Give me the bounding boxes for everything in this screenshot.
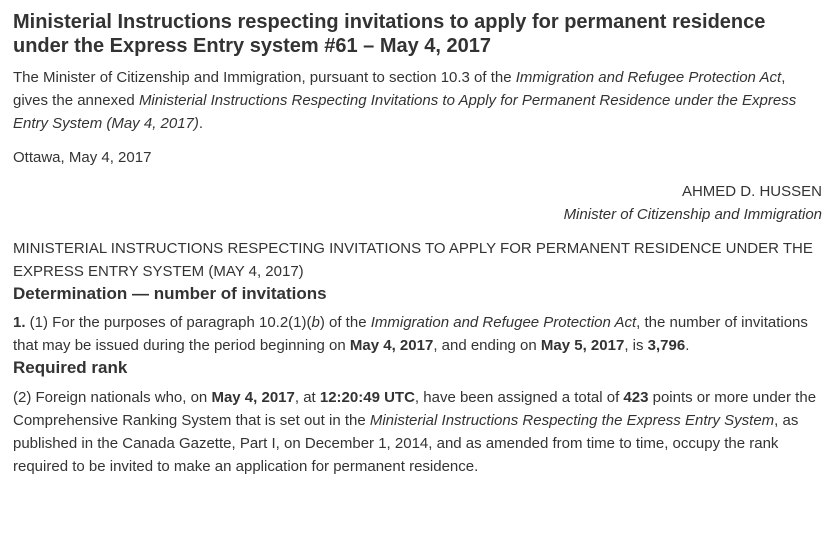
instructions-name: Ministerial Instructions Respecting Invitations to Apply for Permanent Residence under the Express Entry System (May 4, 2017) — [13, 92, 797, 132]
place-date: Ottawa, May 4, 2017 — [13, 149, 152, 166]
required-rank-heading: Required rank — [13, 358, 128, 377]
invitation-count: 3,796 — [647, 337, 686, 354]
act-name: Immigration and Refugee Protection Act — [515, 69, 782, 86]
instructions-name: Ministerial Instructions Respecting the Express Entry System — [369, 412, 775, 429]
act-name: Immigration and Refugee Protection Act — [370, 314, 637, 331]
page-title: Ministerial Instructions respecting invitations to apply for permanent residence under the Express Entry system #61 – May 4, 2017 — [13, 11, 766, 57]
start-date: May 4, 2017 — [349, 337, 434, 354]
signatory-name: AHMED D. HUSSEN — [681, 183, 822, 200]
draw-date: May 4, 2017 — [211, 389, 295, 406]
draw-time: 12:20:49 UTC — [319, 389, 415, 406]
section-number: 1. — [13, 314, 26, 331]
determination-paragraph: 1. (1) For the purposes of paragraph 10.2(1)(b) of the Immigration and Refugee Protection Act, the number of invitations that may be issued during the period beginning on May 4, 2017, and ending on May 5, 2017, is 3,796. — [13, 314, 808, 354]
intro-text-2: , gives the annexed — [13, 69, 786, 109]
signature-block — [13, 180, 822, 226]
determination-heading: Determination — number of invitations — [13, 284, 327, 303]
end-date: May 5, 2017 — [540, 337, 625, 354]
intro-text-3: . — [198, 115, 204, 132]
required-rank-paragraph: (2) Foreign nationals who, on May 4, 2017, at 12:20:49 UTC, have been assigned a total of 423 points or more under the Comprehensive Ranking System that is set out in the Ministerial Instructions Respecting the Express Entry System, as published in the Canada Gazette, Part I, on December 1, 2014, and as amended from time to time, occupy the rank required to be invited to make an application for permanent residence. — [13, 389, 817, 475]
instructions-title: MINISTERIAL INSTRUCTIONS RESPECTING INVITATIONS TO APPLY FOR PERMANENT RESIDENCE UNDER THE EXPRESS ENTRY SYSTEM (MAY 4, 2017) — [13, 240, 813, 280]
intro-text-1: The Minister of Citizenship and Immigration, pursuant to section 10.3 of the — [13, 69, 516, 86]
points-cutoff: 423 — [623, 389, 649, 406]
signatory-role: Minister of Citizenship and Immigration — [563, 206, 822, 223]
intro-paragraph — [13, 66, 822, 135]
paragraph-letter: b — [311, 314, 320, 331]
